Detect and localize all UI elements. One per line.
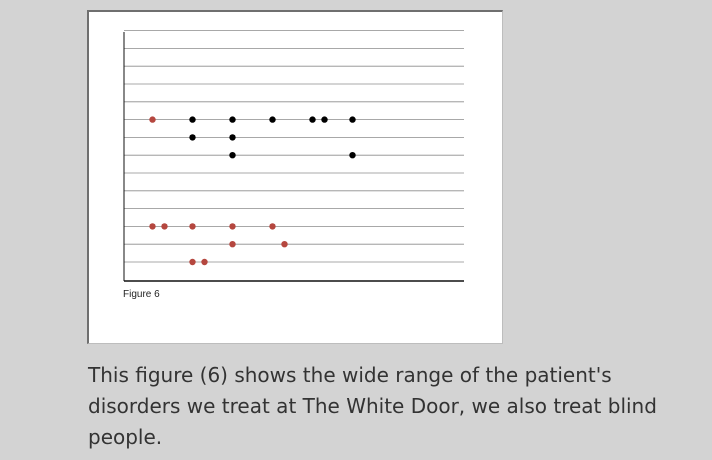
data-point	[201, 259, 207, 265]
data-point	[309, 116, 315, 122]
data-point	[269, 116, 275, 122]
data-point	[189, 223, 195, 229]
figure-frame	[87, 10, 503, 344]
data-point	[189, 134, 195, 140]
grid-lines	[124, 31, 464, 262]
data-point	[161, 223, 167, 229]
data-point	[229, 116, 235, 122]
data-point	[229, 134, 235, 140]
data-point	[349, 116, 355, 122]
data-point	[281, 241, 287, 247]
data-point	[269, 223, 275, 229]
data-point	[229, 223, 235, 229]
axes	[124, 32, 464, 281]
figure-caption: This figure (6) shows the wide range of the patient's disorders we treat at The White Door, we also treat blind people.	[88, 363, 657, 449]
data-point	[349, 152, 355, 158]
data-point	[229, 241, 235, 247]
data-point	[321, 116, 327, 122]
figure-label: Figure 6	[123, 289, 160, 300]
data-point	[189, 116, 195, 122]
data-point	[149, 223, 155, 229]
data-point	[189, 259, 195, 265]
data-point	[229, 152, 235, 158]
data-point	[149, 116, 155, 122]
